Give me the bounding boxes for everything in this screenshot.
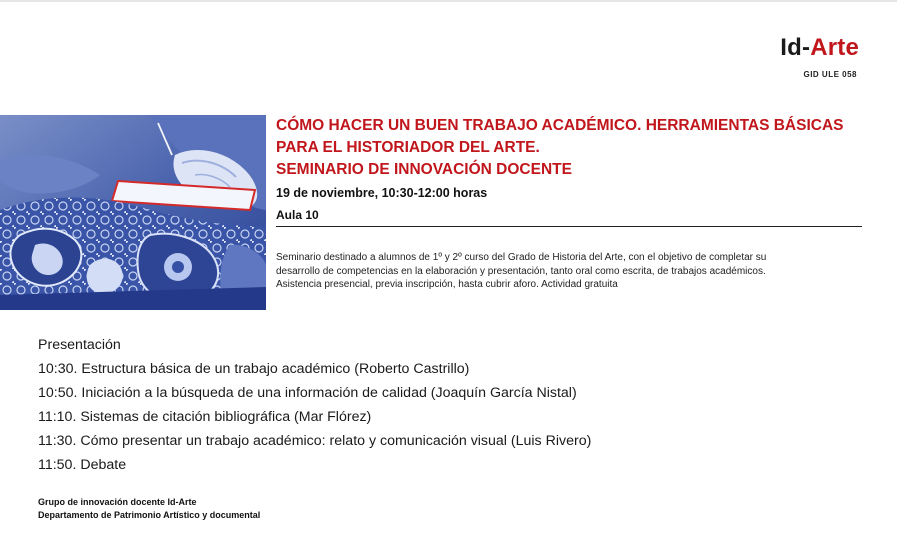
seminar-date: 19 de noviembre, 10:30-12:00 horas <box>276 186 488 200</box>
program-item: Presentación <box>38 337 121 353</box>
group-code: GID ULE 058 <box>803 70 857 79</box>
seminar-title <box>276 115 876 181</box>
title-line-1: CÓMO HACER UN BUEN TRABAJO ACADÉMICO. HERRAMIENTAS BÁSICAS <box>276 117 844 134</box>
id-arte-logo <box>780 34 859 62</box>
divider <box>276 226 862 227</box>
program-item: 11:30. Cómo presentar un trabajo académico: relato y comunicación visual (Luis Rivero) <box>38 433 592 449</box>
program-item: 11:10. Sistemas de citación bibliográfica (Mar Flórez) <box>38 409 372 425</box>
footer-department: Departamento de Patrimonio Artístico y documental <box>38 509 261 520</box>
title-line-3: SEMINARIO DE INNOVACIÓN DOCENTE <box>276 161 572 178</box>
description-line-3: Asistencia presencial, previa inscripción, hasta cubrir aforo. Actividad gratuita <box>276 279 618 290</box>
description-line-2: desarrollo de competencias en la elaboración y presentación, tanto oral como escrita, de trabajos académicos. <box>276 265 766 277</box>
program-item: 10:50. Iniciación a la búsqueda de una información de calidad (Joaquín García Nistal) <box>38 385 577 401</box>
top-border <box>0 0 897 2</box>
footer <box>38 496 260 521</box>
description-line-1: Seminario destinado a alumnos de 1º y 2º curso del Grado de Historia del Arte, con el objetivo de completar su <box>276 252 767 263</box>
seminar-room: Aula 10 <box>276 208 319 222</box>
writing-hand-illustration <box>0 115 266 310</box>
program-item: 10:30. Estructura básica de un trabajo académico (Roberto Castrillo) <box>38 361 470 377</box>
program-item: 11:50. Debate <box>38 457 127 473</box>
footer-group: Grupo de innovación docente Id-Arte <box>38 497 197 507</box>
logo-suffix: Arte <box>810 34 859 61</box>
program-list <box>38 335 591 479</box>
title-line-2: PARA EL HISTORIADOR DEL ARTE. <box>276 139 540 156</box>
logo-prefix: Id- <box>780 34 811 61</box>
seminar-description <box>276 251 861 292</box>
